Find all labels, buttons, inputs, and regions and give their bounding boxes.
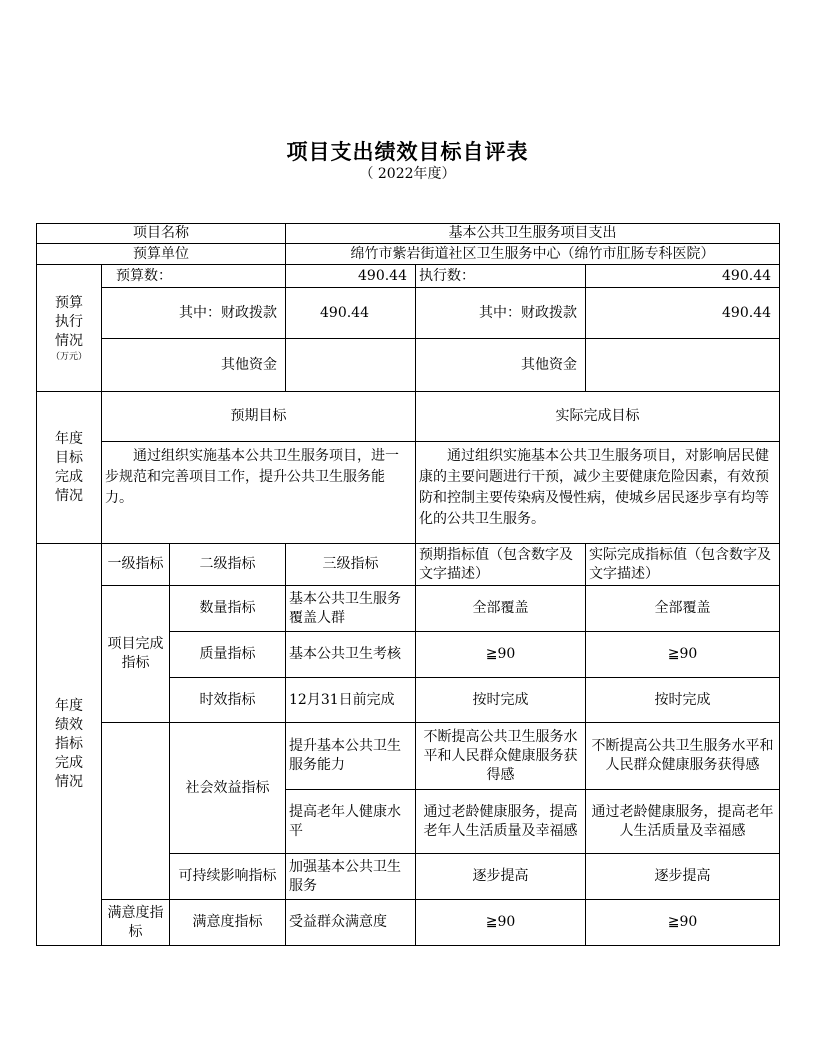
fiscal-exec-label: 其中：财政拨款: [416, 288, 586, 339]
indicator-level3: 基本公共卫生服务覆盖人群: [286, 586, 416, 632]
indicator-actual: 通过老龄健康服务，提高老年人生活质量及幸福感: [586, 790, 780, 854]
annual-goal-content-row: [37, 442, 780, 544]
budget-amount-row: [37, 265, 780, 288]
group-label-completion: 项目完成指标: [102, 586, 170, 723]
annual-goal-header-row: [37, 392, 780, 442]
budget-unit-row: [37, 244, 780, 265]
header-expected: 预期指标值（包含数字及文字描述）: [416, 544, 586, 586]
indicator-header-row: [37, 544, 780, 586]
indicator-expected: 通过老龄健康服务，提高老年人生活质量及幸福感: [416, 790, 586, 854]
budget-unit-value: 绵竹市紫岩街道社区卫生服务中心（绵竹市肛肠专科医院）: [286, 244, 780, 265]
indicator-level2: 满意度指标: [170, 900, 286, 946]
header-level3: 三级指标: [286, 544, 416, 586]
indicator-expected: ≧90: [416, 632, 586, 678]
page-title: 项目支出绩效目标自评表: [286, 140, 529, 164]
actual-goal-text: 通过组织实施基本公共卫生服务项目，对影响居民健康的主要问题进行干预，减少主要健康危险因素，有效预防和控制主要传染病及慢性病，使城乡居民逐步享有均等化的公共卫生服务。: [416, 442, 780, 544]
project-name-label: 项目名称: [37, 224, 286, 244]
indicator-actual: 全部覆盖: [586, 586, 780, 632]
indicator-expected: ≧90: [416, 900, 586, 946]
other-budget-value: [286, 339, 416, 392]
budget-value: 490.44: [286, 265, 416, 288]
indicator-level3: 加强基本公共卫生服务: [286, 854, 416, 900]
indicator-level2: 质量指标: [170, 632, 286, 678]
indicator-row: [37, 900, 780, 946]
budget-section-label: 预算 执行 情况 （万元）: [37, 265, 102, 392]
fiscal-exec-value: 490.44: [586, 288, 780, 339]
fiscal-label: 其中：财政拨款: [102, 288, 286, 339]
indicator-expected: 按时完成: [416, 678, 586, 723]
indicator-level3: 基本公共卫生考核: [286, 632, 416, 678]
indicator-level2: 社会效益指标: [170, 723, 286, 854]
other-exec-value: [586, 339, 780, 392]
indicator-actual: 按时完成: [586, 678, 780, 723]
indicator-expected: 不断提高公共卫生服务水平和人民群众健康服务获得感: [416, 723, 586, 790]
indicator-level3: 受益群众满意度: [286, 900, 416, 946]
header-level1: 一级指标: [102, 544, 170, 586]
indicator-level3: 提升基本公共卫生服务能力: [286, 723, 416, 790]
fiscal-row: [37, 288, 780, 339]
indicator-level2: 数量指标: [170, 586, 286, 632]
performance-section-label: 年度 绩效 指标 完成 情况: [37, 544, 102, 946]
evaluation-table: [36, 223, 780, 946]
year-line: （ 2022年度）: [359, 166, 456, 182]
project-name-row: [37, 224, 780, 244]
budget-unit-note: （万元）: [50, 351, 87, 362]
indicator-expected: 全部覆盖: [416, 586, 586, 632]
group-label-satisfaction: 满意度指标: [102, 900, 170, 946]
indicator-row: [37, 586, 780, 632]
actual-goal-header: 实际完成目标: [416, 392, 780, 442]
indicator-row: [37, 723, 780, 790]
indicator-level2: 时效指标: [170, 678, 286, 723]
exec-value: 490.44: [586, 265, 780, 288]
annual-goal-section-label: 年度 目标 完成 情况: [37, 392, 102, 544]
indicator-expected: 逐步提高: [416, 854, 586, 900]
indicator-level3: 提高老年人健康水平: [286, 790, 416, 854]
indicator-level3: 12月31日前完成: [286, 678, 416, 723]
fiscal-budget-value: 490.44: [286, 288, 416, 339]
indicator-actual: ≧90: [586, 632, 780, 678]
other-fund-row: [37, 339, 780, 392]
project-name-value: 基本公共卫生服务项目支出: [286, 224, 780, 244]
header-level2: 二级指标: [170, 544, 286, 586]
indicator-level2: 可持续影响指标: [170, 854, 286, 900]
expected-goal-header: 预期目标: [102, 392, 416, 442]
header-actual: 实际完成指标值（包含数字及文字描述）: [586, 544, 780, 586]
indicator-actual: ≧90: [586, 900, 780, 946]
indicator-actual: 不断提高公共卫生服务水平和人民群众健康服务获得感: [586, 723, 780, 790]
indicator-actual: 逐步提高: [586, 854, 780, 900]
group-label-benefit: [102, 723, 170, 900]
exec-label: 执行数：: [416, 265, 586, 288]
other-label: 其他资金: [102, 339, 286, 392]
expected-goal-text: 通过组织实施基本公共卫生服务项目，进一步规范和完善项目工作，提升公共卫生服务能力。: [102, 442, 416, 544]
budget-label: 预算数：: [102, 265, 286, 288]
budget-unit-label: 预算单位: [37, 244, 286, 265]
other-exec-label: 其他资金: [416, 339, 586, 392]
